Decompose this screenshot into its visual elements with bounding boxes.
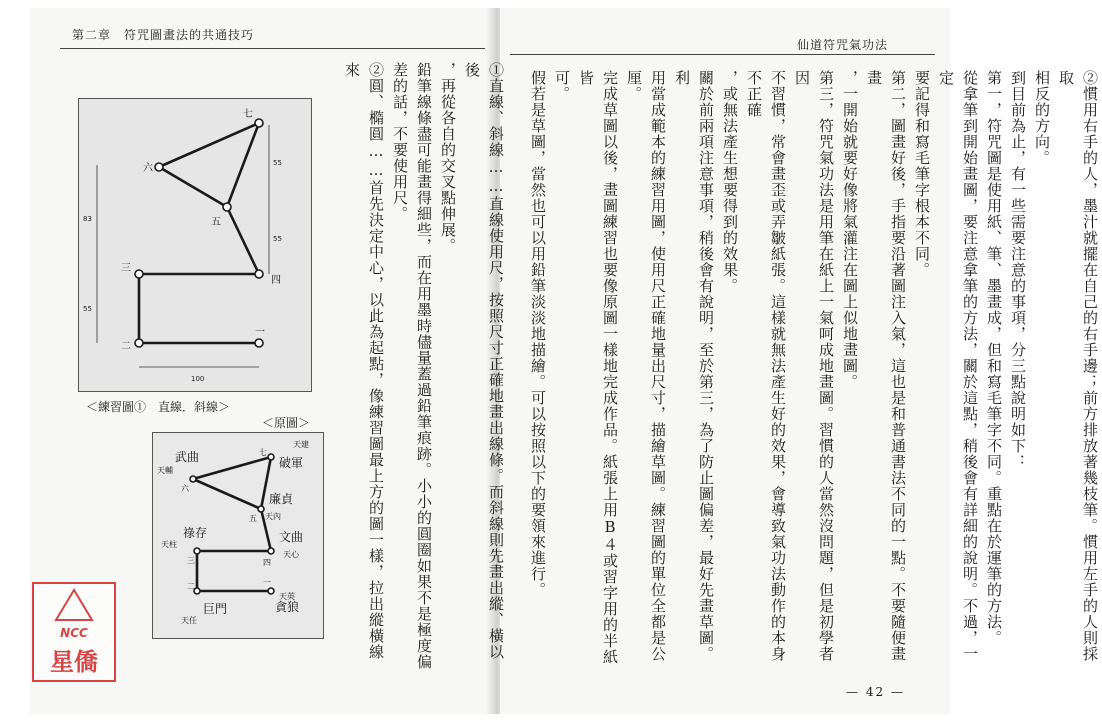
point-label: 三	[187, 556, 195, 565]
small-label: 天心	[283, 550, 299, 559]
point-label: 七	[259, 448, 267, 457]
stamp-brand: NCC	[60, 626, 88, 640]
small-label: 天輔	[157, 466, 173, 475]
left-header-rule	[60, 48, 485, 49]
point-marker	[268, 588, 274, 594]
star-name: 文曲	[279, 530, 304, 544]
dimension-label: 55	[273, 159, 282, 167]
point-marker	[255, 119, 263, 127]
point-marker	[190, 476, 196, 482]
point-label: 六	[181, 484, 189, 493]
star-name: 武曲	[175, 450, 200, 464]
point-label: 一	[255, 327, 265, 338]
text-column: 到目前為止，有一些需要注意的事項，分三點說明如下：	[1009, 70, 1027, 470]
diagram-stroke	[159, 167, 227, 207]
text-column: 完成草圖以後，畫圖練習也要像原圖一樣地完成作品。紙張上用B４或習字用的半紙皆	[577, 70, 619, 665]
text-column: 關於前兩項注意事項，稍後會有說明，至於第三，為了防止圖偏差，最好先畫草圖。利	[673, 70, 715, 662]
point-label: 二	[187, 582, 195, 591]
point-marker	[255, 270, 263, 278]
dimension-label: 55	[273, 235, 282, 243]
text-column: 假若是草圖，當然也可以用鉛筆淡淡地描繪。可以按照以下的要領來進行。	[529, 70, 547, 598]
point-label: 五	[211, 217, 221, 228]
star-name: 貪狼	[275, 600, 300, 614]
star-name: 廉貞	[269, 492, 294, 506]
text-column: 鉛筆線條盡可能畫得細些，而在用墨時儘量蓋過鉛筆痕跡。小小的圓圈如果不是極度偏	[415, 62, 433, 670]
small-label: 天建	[293, 440, 309, 449]
original-figure-caption: ＜原圖＞	[262, 416, 311, 430]
point-marker	[223, 203, 231, 211]
point-marker	[258, 506, 264, 512]
text-column: ②圓、橢圓……首先決定中心，以此為起點，像練習圖最上方的圖一樣，拉出縱橫線來	[343, 62, 385, 660]
point-label: 一	[263, 578, 271, 587]
small-label: 天柱	[161, 540, 177, 549]
point-label: 二	[121, 341, 131, 352]
stamp-name: 星僑	[50, 647, 98, 676]
point-label: 六	[143, 163, 153, 174]
text-column: ①直線、斜線……直線使用尺，按照尺寸正確地畫出線條。而斜線則先畫出縱、橫以後	[463, 62, 505, 660]
figure-caption: ＜練習圖① 直線．斜線＞	[86, 400, 231, 414]
text-column: 不習慣，常會畫歪或弄皺紙張。這樣就無法產生好的效果，會導致氣功法動作的本身不正確	[745, 70, 787, 662]
page-number: — 42 —	[846, 685, 905, 699]
left-body-text	[340, 62, 508, 670]
point-marker	[255, 339, 263, 347]
text-column: 第一，符咒圖是使用紙、筆、墨畫成，但和寫毛筆字不同。重點在於運筆的方法。	[985, 70, 1003, 646]
ncc-stamp	[32, 582, 116, 682]
text-column: 差的話，不要使用尺。	[391, 62, 409, 222]
text-column: 可。	[553, 70, 571, 102]
point-marker	[135, 339, 143, 347]
dimension-label: 55	[83, 305, 92, 313]
talisman-stroke	[193, 479, 261, 509]
diagram-stroke	[227, 207, 259, 274]
point-marker	[268, 454, 274, 460]
practice-diagram	[78, 98, 312, 392]
point-marker	[268, 548, 274, 554]
dimension-label: 100	[191, 375, 205, 383]
point-label: 四	[263, 558, 271, 567]
text-column: 第三，符咒氣功法是用筆在紙上一氣呵成地畫圖。習慣的人當然沒問題，但是初學者因	[793, 70, 835, 662]
talisman-stroke	[193, 457, 271, 479]
point-marker	[135, 270, 143, 278]
point-label: 七	[243, 109, 253, 120]
text-column: 用當成範本的練習用圖，使用尺正確地量出尺寸，描繪草圖。練習圖的單位全都是公厘。	[625, 70, 667, 662]
right-running-head: 仙道符咒氣功法	[796, 38, 888, 52]
right-header-rule	[510, 54, 935, 55]
point-label: 四	[271, 275, 281, 286]
text-column: 相反的方向。	[1033, 70, 1051, 166]
point-label: 五	[249, 514, 257, 523]
point-marker	[155, 163, 163, 171]
star-name: 祿存	[183, 526, 208, 540]
small-label: 天內	[265, 512, 281, 521]
point-marker	[194, 548, 200, 554]
text-column: ，再從各自的交叉點伸展。	[439, 62, 457, 254]
left-running-head: 第二章 符咒圖畫法的共通技巧	[72, 28, 255, 42]
text-column: ②慣用右手的人，墨汁就擺在自己的右手邊；前方排放著幾枝筆。慣用左手的人則採取	[1057, 70, 1099, 662]
small-label: 天英	[279, 592, 295, 601]
original-diagram	[152, 432, 324, 639]
right-body-text	[526, 70, 1102, 670]
text-column: 從拿筆到開始畫圖，要注意拿筆的方法，關於這點，稍後會有詳細的說明。不過，一定	[937, 70, 979, 662]
text-column: 第二，圖畫好後，手指要沿著圖注入氣，這也是和普通書法不同的一點。不要隨便畫畫	[865, 70, 907, 662]
star-name: 破軍	[279, 456, 304, 470]
point-label: 三	[121, 263, 131, 274]
small-label: 天任	[181, 616, 197, 625]
dimension-label: 83	[83, 215, 92, 223]
text-column: ，一開始就要好像將氣灌注在圖上似地畫圖。	[841, 70, 859, 390]
text-column: ，或無法產生想要得到的效果。	[721, 70, 739, 294]
star-name: 巨門	[203, 602, 228, 616]
triangle-icon	[56, 590, 92, 620]
text-column: 要記得和寫毛筆字根本不同。	[913, 70, 931, 278]
